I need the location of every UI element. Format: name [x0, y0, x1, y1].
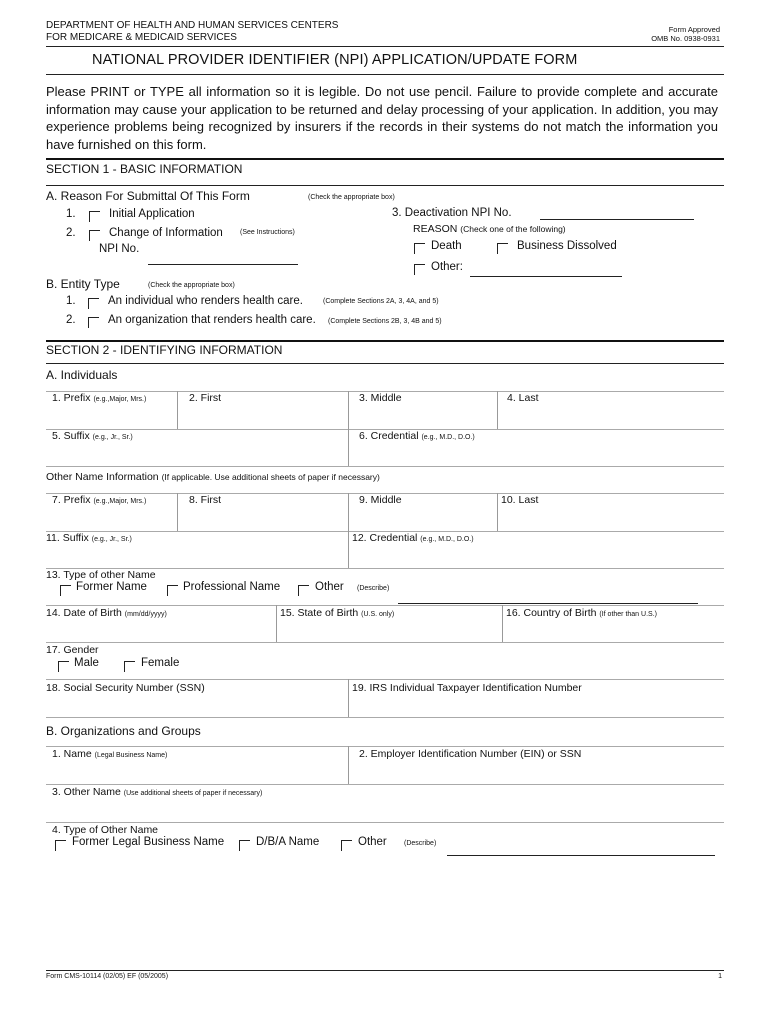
- page-number: 1: [718, 973, 722, 980]
- section1-rule: [46, 158, 724, 160]
- other-last-name-field[interactable]: 10. Last: [501, 494, 539, 506]
- other-suffix-field[interactable]: 11. Suffix (e.g., Jr., Sr.): [46, 532, 132, 544]
- individual-entity-checkbox[interactable]: [88, 298, 99, 309]
- title-rule: [46, 74, 724, 75]
- form-id: Form CMS-10114 (02/05) EF (05/2005): [46, 973, 169, 980]
- death-checkbox[interactable]: [414, 243, 425, 254]
- agency-name-line1: DEPARTMENT OF HEALTH AND HUMAN SERVICES CENTERS: [46, 20, 339, 31]
- business-dissolved-checkbox[interactable]: [497, 243, 508, 254]
- country-of-birth-field[interactable]: 16. Country of Birth (If other than U.S.): [506, 607, 657, 619]
- individual-entity-label: An individual who renders health care.: [108, 295, 303, 307]
- death-label: Death: [431, 240, 462, 252]
- row6-divider-a: [276, 605, 277, 642]
- instructions-paragraph: Please PRINT or TYPE all information so it is legible. Do not use pencil. Failure to provide complete and accurate information may cause your application to be returned and delay processing of your application. In addition, you may experience problems being recognized by insurers if the records in their systems do not match the information you have furnished on this form.: [46, 84, 718, 152]
- last-name-field[interactable]: 4. Last: [507, 392, 539, 404]
- organization-entity-label: An organization that renders health care.: [108, 314, 316, 326]
- form-title: NATIONAL PROVIDER IDENTIFIER (NPI) APPLICATION/UPDATE FORM: [92, 52, 578, 68]
- org-row1-top-rule: [46, 746, 724, 747]
- female-checkbox[interactable]: [124, 661, 135, 672]
- other-first-name-field[interactable]: 8. First: [189, 494, 222, 506]
- row4-divider: [348, 531, 349, 568]
- dba-name-checkbox[interactable]: [239, 840, 250, 851]
- organization-entity-note: (Complete Sections 2B, 3, 4B and 5): [328, 318, 442, 325]
- other-reason-checkbox[interactable]: [414, 264, 425, 275]
- credential-field[interactable]: 6. Credential (e.g., M.D., D.O.): [359, 430, 475, 442]
- section2-subrule: [46, 363, 724, 364]
- row6-top-rule: [46, 605, 724, 606]
- row1-divider-a: [177, 391, 178, 429]
- change-of-information-label: Change of Information: [109, 227, 223, 239]
- omb-number: OMB No. 0938-0931: [651, 34, 720, 43]
- org-row1-divider: [348, 746, 349, 784]
- org-describe-note: (Describe): [404, 840, 437, 847]
- row2-divider: [348, 429, 349, 466]
- professional-name-label: Professional Name: [183, 581, 281, 593]
- reason-heading: A. Reason For Submittal Of This Form: [46, 189, 250, 203]
- agency-name-line2: FOR MEDICARE & MEDICAID SERVICES: [46, 32, 237, 43]
- itin-field[interactable]: 19. IRS Individual Taxpayer Identification Number: [352, 682, 582, 694]
- form-approved: Form Approved: [668, 25, 720, 34]
- prefix-field[interactable]: 1. Prefix (e.g.,Major, Mrs.): [52, 392, 147, 404]
- entity2-number: 2.: [66, 314, 76, 326]
- former-legal-name-checkbox[interactable]: [55, 840, 66, 851]
- row1-divider-c: [497, 391, 498, 429]
- option2-number: 2.: [66, 227, 76, 239]
- org-other-label: Other: [358, 836, 387, 848]
- professional-name-checkbox[interactable]: [167, 585, 178, 596]
- org-name-field[interactable]: 1. Name (Legal Business Name): [52, 748, 168, 760]
- footer-rule: [46, 970, 724, 971]
- initial-application-label: Initial Application: [109, 208, 195, 220]
- row8-divider: [348, 679, 349, 717]
- change-of-information-checkbox[interactable]: [89, 230, 100, 241]
- ein-field[interactable]: 2. Employer Identification Number (EIN) or SSN: [359, 748, 582, 760]
- row6-divider-b: [502, 605, 503, 642]
- ssn-field[interactable]: 18. Social Security Number (SSN): [46, 682, 205, 694]
- describe-note: (Describe): [357, 585, 390, 592]
- org-row3-top-rule: [46, 822, 724, 823]
- other-reason-field[interactable]: [470, 276, 622, 277]
- other-credential-field[interactable]: 12. Credential (e.g., M.D., D.O.): [352, 532, 474, 544]
- see-instructions-note: (See Instructions): [240, 229, 295, 236]
- entity-type-heading: B. Entity Type: [46, 277, 120, 291]
- section1-subrule: [46, 185, 724, 186]
- organization-entity-checkbox[interactable]: [88, 317, 99, 328]
- row1-divider-b: [348, 391, 349, 429]
- other-name-describe-field[interactable]: [398, 603, 698, 604]
- header-rule: [46, 46, 724, 47]
- first-name-field[interactable]: 2. First: [189, 392, 222, 404]
- gender-label: 17. Gender: [46, 644, 99, 656]
- middle-name-field[interactable]: 3. Middle: [359, 392, 402, 404]
- state-of-birth-field[interactable]: 15. State of Birth (U.S. only): [280, 607, 395, 619]
- org-row2-top-rule: [46, 784, 724, 785]
- former-name-checkbox[interactable]: [60, 585, 71, 596]
- org-other-checkbox[interactable]: [341, 840, 352, 851]
- male-label: Male: [74, 657, 99, 669]
- row6-bottom-rule: [46, 642, 724, 643]
- suffix-field[interactable]: 5. Suffix (e.g., Jr., Sr.): [52, 430, 133, 442]
- org-type-other-name-label: 4. Type of Other Name: [52, 824, 159, 836]
- former-legal-name-label: Former Legal Business Name: [72, 836, 225, 848]
- other-name-info-label: Other Name Information (If applicable. Use additional sheets of paper if necessary): [46, 471, 380, 483]
- organizations-heading: B. Organizations and Groups: [46, 724, 201, 738]
- female-label: Female: [141, 657, 180, 669]
- npi-no-label: NPI No.: [99, 243, 140, 255]
- date-of-birth-field[interactable]: 14. Date of Birth (mm/dd/yyyy): [46, 607, 167, 619]
- other-middle-name-field[interactable]: 9. Middle: [359, 494, 402, 506]
- other-name-type-label: Other: [315, 581, 344, 593]
- individuals-heading: A. Individuals: [46, 368, 118, 382]
- row8-top-rule: [46, 679, 724, 680]
- section2-heading: SECTION 2 - IDENTIFYING INFORMATION: [46, 343, 283, 357]
- other-name-type-checkbox[interactable]: [298, 585, 309, 596]
- male-checkbox[interactable]: [58, 661, 69, 672]
- row3-divider-a: [177, 493, 178, 531]
- row2-bottom-rule: [46, 466, 724, 467]
- entity1-number: 1.: [66, 295, 76, 307]
- org-other-name-field[interactable]: 3. Other Name (Use additional sheets of paper if necessary): [52, 786, 263, 798]
- row8-bottom-rule: [46, 717, 724, 718]
- reason-note: (Check the appropriate box): [308, 194, 395, 201]
- individual-entity-note: (Complete Sections 2A, 3, 4A, and 5): [323, 298, 439, 305]
- reason-label: REASON (Check one of the following): [413, 223, 566, 235]
- former-name-label: Former Name: [76, 581, 147, 593]
- dba-name-label: D/B/A Name: [256, 836, 320, 848]
- business-dissolved-label: Business Dissolved: [517, 240, 617, 252]
- type-other-name-label: 13. Type of other Name: [46, 569, 156, 581]
- section2-rule: [46, 340, 724, 342]
- section1-heading: SECTION 1 - BASIC INFORMATION: [46, 162, 243, 176]
- other-prefix-field[interactable]: 7. Prefix (e.g.,Major, Mrs.): [52, 494, 147, 506]
- deactivation-label: 3. Deactivation NPI No.: [392, 207, 512, 219]
- other-reason-label: Other:: [431, 261, 463, 273]
- entity-type-note: (Check the appropriate box): [148, 282, 235, 289]
- option1-number: 1.: [66, 208, 76, 220]
- deactivation-npi-field[interactable]: [540, 219, 694, 220]
- org-other-describe-field[interactable]: [447, 855, 715, 856]
- npi-no-field[interactable]: [148, 264, 298, 265]
- row3-divider-b: [348, 493, 349, 531]
- initial-application-checkbox[interactable]: [89, 211, 100, 222]
- row3-divider-c: [497, 493, 498, 531]
